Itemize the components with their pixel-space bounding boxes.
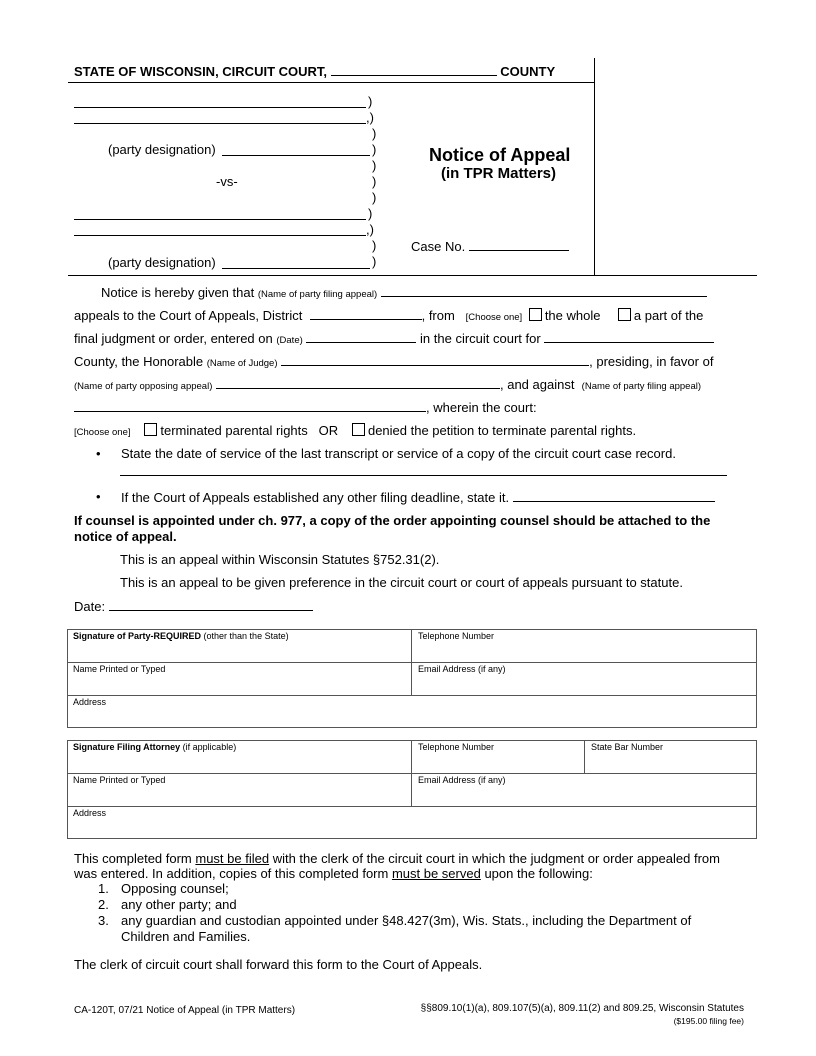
paren: ) — [372, 238, 377, 253]
court-header: STATE OF WISCONSIN, CIRCUIT COURT, COUNTY — [74, 64, 556, 79]
part-checkbox[interactable] — [618, 308, 631, 321]
paren: ) — [372, 142, 377, 157]
party-designation-label: (party designation) — [108, 255, 216, 270]
party-name-field[interactable] — [74, 235, 366, 236]
opposing-party-field[interactable] — [216, 376, 500, 389]
paren: ) — [368, 94, 373, 109]
bullet-icon: • — [96, 489, 101, 504]
party-signature-table — [67, 629, 757, 728]
deadline-field[interactable] — [513, 489, 715, 502]
paren: ) — [372, 158, 377, 173]
paren: ) — [368, 206, 373, 221]
attorney-phone-field[interactable]: Telephone Number — [418, 742, 495, 752]
case-number: Case No. — [411, 238, 569, 255]
party-designation-field[interactable] — [222, 155, 370, 156]
party-filing-field-2[interactable] — [74, 399, 426, 412]
paren: ) — [372, 126, 377, 141]
paren: ) — [372, 254, 377, 269]
form-subtitle: (in TPR Matters) — [441, 165, 557, 182]
paren: ,) — [366, 222, 374, 237]
form-id: CA-120T, 07/21 Notice of Appeal (in TPR Matters) — [74, 1005, 296, 1016]
party-name-printed-field[interactable]: Name Printed or Typed — [73, 664, 166, 674]
divider — [68, 82, 595, 83]
paren: ) — [372, 190, 377, 205]
party-name-field[interactable] — [74, 123, 366, 124]
party-address-field[interactable]: Address — [73, 697, 107, 707]
notice-of-appeal-form: STATE OF WISCONSIN, CIRCUIT COURT, COUNTY (party designation) (party designation) -vs- ) ,) ) ) ) ) ) ) ,) ) ) Notice of Appeal (in TPR Matters) Case No. Notice is hereby given that (Name of party filing appeal) appeals to the Court of Appeals, District , from [Choose one] the whole a part of the final judgment or order, entered on (Date) in the circuit court for County, the Honorable (Name of Judge) , presiding, in favor of (Name of party opposing appeal) , and against (Name of party filing appeal) , wherein the court: [Choose one] terminated parental rights OR denied the petition to terminate parental rights. • State the date of service of the last transcript or service of a copy of the circuit court case record. • If the Court of Appeals established any other filing deadline, state it. If counsel is appointed under ch. 977, a copy of the order appointing counsel should be attached to the notice of appeal. This is an appeal within Wisconsin Statutes §752.31(2). This is an appeal to be given preference in the circuit court or court of appeals pursuant to statute. Date: Signature of Party-REQUIRED (other than the State) Telephone Number Name Printed or Typed Email Address (if any) Address Signature Filing Attorney (if applicable) Telephone Number State Bar Number Name Printed or Typed Email Address (if any) Address This completed form must be filed with the clerk of the circuit court in which the judgment or order appealed from was entered. In addition, copies of this completed form must be served upon the following: 1. Opposing counsel; 2. any other party; and 3. any guardian and custodian appointed under §48.427(3m), Wis. Stats., including the Department of Children and Families. The clerk of circuit court shall forward this form to the Court of Appeals. CA-120T, 07/21 Notice of Appeal (in TPR Matters) §§809.10(1)(a), 809.107(5)(a), 809.11(2) and 809.25, Wisconsin Statutes ($195.00 filing fee) — [0, 0, 816, 1056]
circuit-county-field[interactable] — [544, 330, 714, 343]
form-title: Notice of Appeal — [429, 145, 571, 165]
vs-label: -vs- — [216, 174, 238, 189]
whole-checkbox[interactable] — [529, 308, 542, 321]
service-date-field[interactable] — [120, 475, 727, 476]
paren: ) — [372, 174, 377, 189]
attorney-signature-field[interactable]: Signature Filing Attorney (if applicable) — [73, 742, 237, 752]
bullet-icon: • — [96, 446, 101, 461]
party-filing-field[interactable] — [381, 284, 707, 297]
party-phone-field[interactable]: Telephone Number — [418, 631, 495, 641]
attorney-name-field[interactable]: Name Printed or Typed — [73, 775, 166, 785]
date-entered-field[interactable] — [306, 330, 416, 343]
paren: ,) — [366, 110, 374, 125]
party-name-field[interactable] — [74, 219, 366, 220]
judge-name-field[interactable] — [281, 353, 589, 366]
party-email-field[interactable]: Email Address (if any) — [418, 664, 506, 674]
state-bar-number-field[interactable]: State Bar Number — [591, 742, 664, 752]
case-number-field[interactable] — [469, 238, 569, 251]
county-field[interactable] — [331, 63, 497, 76]
terminated-checkbox[interactable] — [144, 423, 157, 436]
attorney-email-field[interactable]: Email Address (if any) — [418, 775, 506, 785]
attorney-signature-table — [67, 740, 757, 839]
divider — [68, 275, 757, 276]
divider — [594, 58, 595, 276]
party-signature-field[interactable]: Signature of Party-REQUIRED (other than the State) — [73, 631, 289, 641]
denied-checkbox[interactable] — [352, 423, 365, 436]
attorney-address-field[interactable]: Address — [73, 808, 107, 818]
party-designation-label: (party designation) — [108, 142, 216, 157]
party-designation-field[interactable] — [222, 268, 370, 269]
signature-date-field[interactable] — [109, 598, 313, 611]
party-name-field[interactable] — [74, 107, 366, 108]
statutes: §§809.10(1)(a), 809.107(5)(a), 809.11(2) and 809.25, Wisconsin Statutes ($195.00 filing fee) — [420, 1003, 744, 1026]
district-field[interactable] — [310, 307, 422, 320]
